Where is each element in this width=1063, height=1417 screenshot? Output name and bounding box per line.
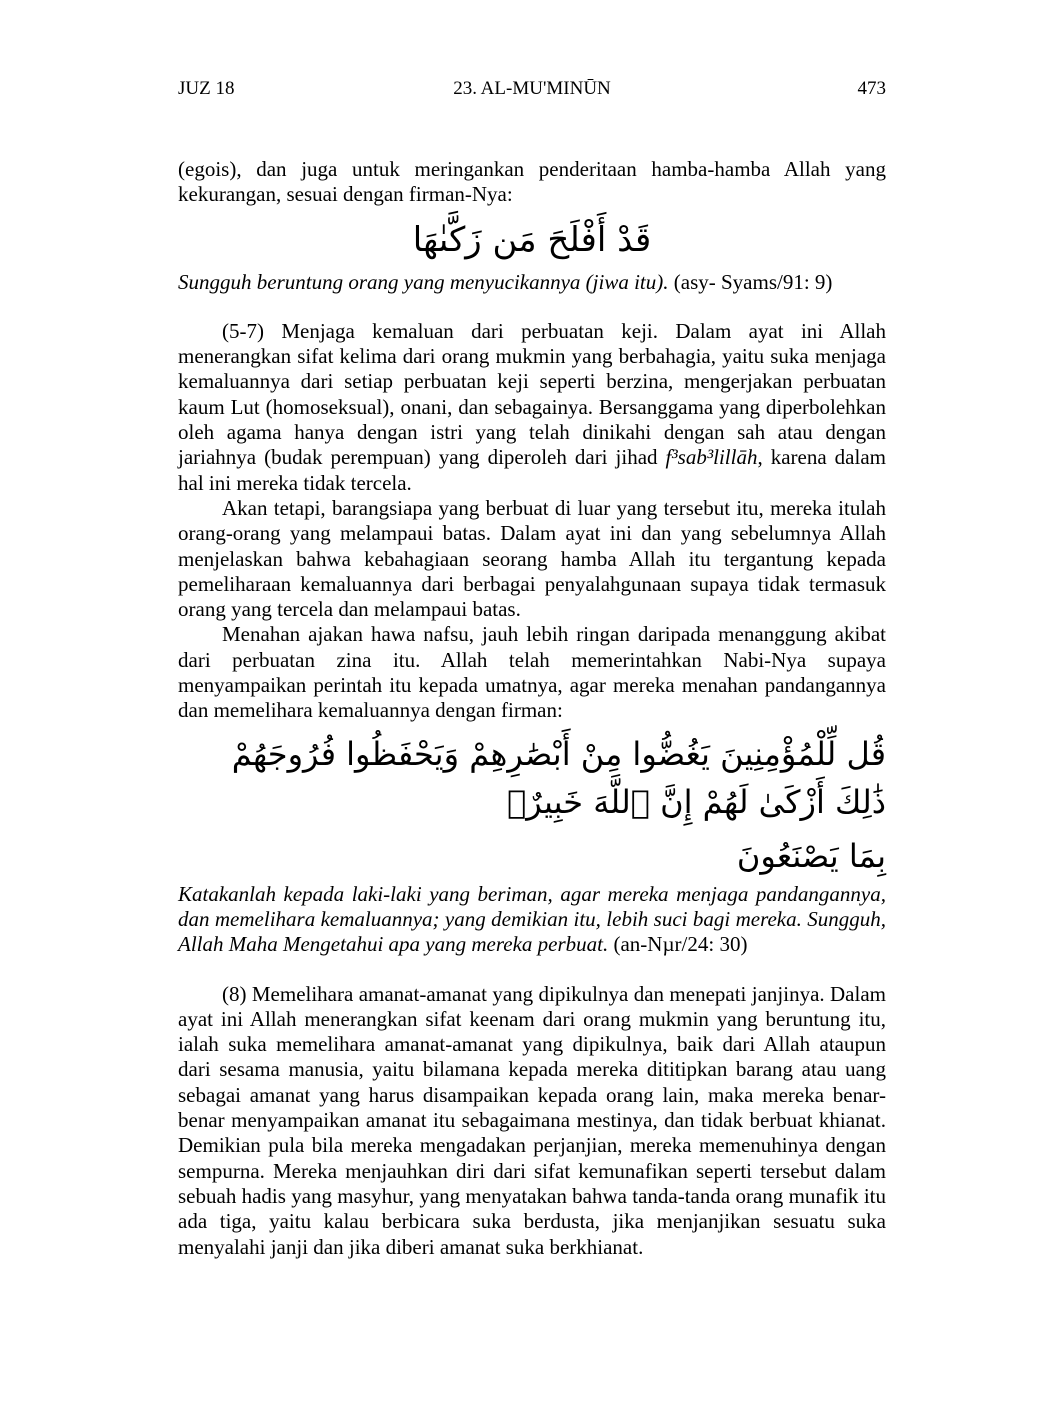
arabic-verse-nur-line1: قُل لِّلْمُؤْمِنِينَ يَغُضُّوا مِنْ أَبْصَٰرِهِمْ وَيَحْفَظُوا فُرُوجَهُمْ ذَٰلِكَ أَزْكَىٰ لَهُمْ إِنَّ ٱللَّهَ خَبِيرٌۢ — [231, 734, 886, 821]
spacer — [178, 958, 886, 982]
intro-paragraph: (egois), dan juga untuk meringankan penderitaan hamba-hamba Allah yang kekurangan, sesuai dengan firman-Nya: — [178, 157, 886, 207]
paragraph-5-7 — [178, 319, 886, 496]
paragraph-text-end: , karena dalam hal ini mereka tidak tercela. — [178, 445, 886, 495]
paragraph-melampaui-batas: Akan tetapi, barangsiapa yang berbuat di luar yang tersebut itu, mereka itulah orang-orang yang melampaui batas. Dalam ayat ini dan yang sebelumnya Allah menjelaskan bahwa kebahagiaan seorang hamba Allah itu tergantung kepada pemeliharaan kemaluannya dari berbagai penyalahgunaan supaya tidak termasuk orang yang tercela dan melampaui batas. — [178, 495, 886, 622]
translation-text: Katakanlah kepada laki-laki yang beriman, agar mereka menjaga pandangannya, dan memelihara kemaluannya; yang demikian itu, lebih suci bagi mereka. Sungguh, Allah Maha Mengetahui apa yang mereka perbuat. — [178, 881, 886, 957]
paragraph-hawa-nafsu: Menahan ajakan hawa nafsu, jauh lebih ringan daripada menanggung akibat dari perbuatan zina itu. Allah telah memerintahkan Nabi-Nya supaya menyampaikan perintah itu kepada umatnya, agar mereka menahan pandangannya dan memelihara kemaluannya dengan firman: — [178, 622, 886, 723]
translation-text: Sungguh beruntung orang yang menyucikannya (jiwa itu). — [178, 269, 669, 294]
surah-title: 23. AL-MU'MINŪN — [453, 78, 611, 99]
verse-reference: (asy- Syams/91: 9) — [673, 269, 833, 294]
verse-translation-syams — [178, 270, 886, 295]
verse-translation-nur — [178, 882, 886, 958]
arabic-verse-syams: قَدْ أَفْلَحَ مَن زَكَّىٰهَا — [412, 219, 652, 260]
spacer — [178, 295, 886, 319]
page-body — [178, 157, 886, 1260]
page-header — [178, 76, 886, 102]
juz-label: JUZ 18 — [178, 78, 235, 99]
italic-term: f³sab³lillāh — [665, 445, 758, 470]
paragraph-8: (8) Memelihara amanat-amanat yang dipikulnya dan menepati janjinya. Dalam ayat ini Allah menerangkan sifat keenam dari orang mukmin yang beruntung itu, ialah suka memelihara amanat-amanat yang dipikulnya, baik dari Allah ataupun dari sesama manusia, yaitu bilamana kepada mereka dititipkan barang atau uang sebagai amanat yang harus disampaikan kepada orang lain, maka mereka benar-benar menyampaikan amanat itu sebagaimana mestinya, dan tidak berbuat khianat. Demikian pula bila mereka mengadakan perjanjian, mereka memenuhinya dengan sempurna. Mereka menjauhkan diri dari sifat kemunafikan seperti tersebut dalam sebuah hadis yang masyhur, yang menyatakan bahwa tanda-tanda orang munafik itu ada tiga, yaitu kalau berbicara suka berdusta, jika menjanjikan sesuatu suka menyalahi janji dan jika diberi amanat suka berkhianat. — [178, 981, 886, 1259]
arabic-verse-nur-line2: بِمَا يَصْنَعُونَ — [736, 836, 886, 875]
paragraph-text: (5-7) Menjaga kemaluan dari perbuatan keji. Dalam ayat ini Allah menerangkan sifat kelima dari orang mukmin yang berbahagia, yaitu suka menjaga kemaluannya dari setiap perbuatan keji seperti berzina, mengerjakan perbuatan kaum Lut (homoseksual), onani, dan sebagainya. Bersanggama yang diperbolehkan oleh agama hanya dengan istri yang telah dinikahi dengan sah atau dengan jariahnya (budak perempuan) yang diperoleh dari jihad — [178, 318, 886, 470]
page-number: 473 — [857, 78, 886, 99]
verse-reference: (an-Nµr/24: 30) — [613, 932, 748, 957]
